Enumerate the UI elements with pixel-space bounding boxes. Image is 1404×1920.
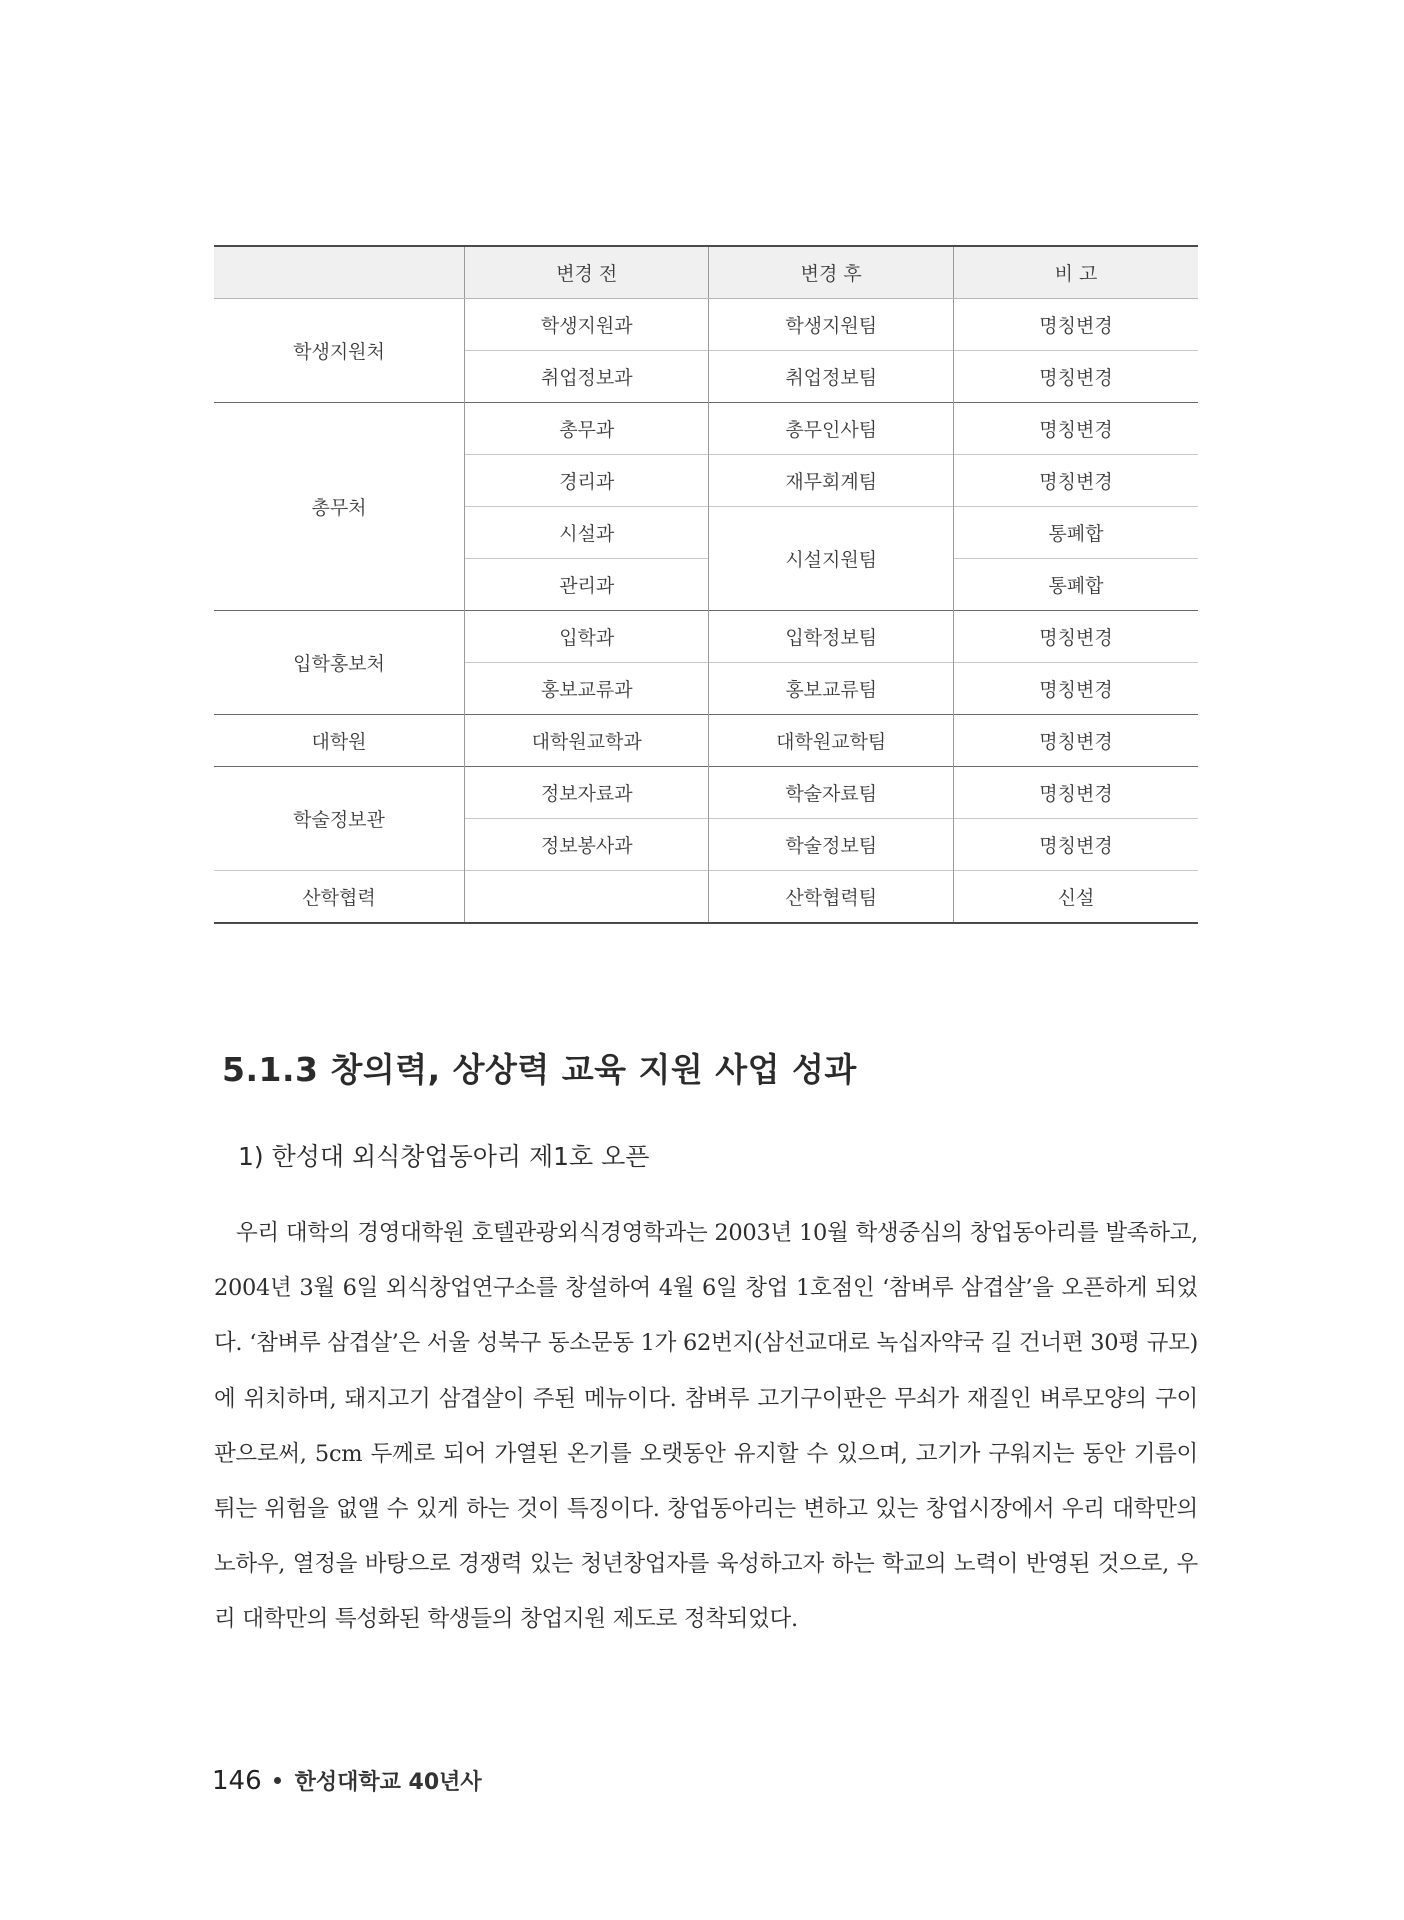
- group-name: 산학협력: [214, 871, 465, 924]
- cell-before: 관리과: [465, 559, 709, 611]
- cell-after: 대학원교학팀: [709, 715, 953, 767]
- cell-note: 통폐합: [953, 559, 1198, 611]
- group-name: 학생지원처: [214, 299, 465, 403]
- body-paragraph: 우리 대학의 경영대학원 호텔관광외식경영학과는 2003년 10월 학생중심의 창업동아리를 발족하고, 2004년 3월 6일 외식창업연구소를 창설하여 4월 6일 창업 1호점인 ‘참벼루 삼겹살’을 오픈하게 되었다. ‘참벼루 삼겹살’은 서울 성북구 동소문동 1가 62번지(삼선교대로 녹십자약국 길 건너편 30평 규모)에 위치하며, 돼지고기 삼겹살이 주된 메뉴이다. 참벼루 고기구이판은 무쇠가 재질인 벼루모양의 구이판으로써, 5cm 두께로 되어 가열된 온기를 오랫동안 유지할 수 있으며, 고기가 구워지는 동안 기름이 튀는 위험을 없앨 수 있게 하는 것이 특징이다. 창업동아리는 변하고 있는 창업시장에서 우리 대학만의 노하우, 열정을 바탕으로 경쟁력 있는 청년창업자를 육성하고자 하는 학교의 노력이 반영된 것으로, 우리 대학만의 특성화된 학생들의 창업지원 제도로 정착되었다.: [214, 1220, 1198, 1633]
- cell-before: 홍보교류과: [465, 663, 709, 715]
- cell-before: 총무과: [465, 403, 709, 455]
- cell-before: 시설과: [465, 507, 709, 559]
- table-row: [214, 767, 1198, 819]
- header-before: 변경 전: [465, 246, 709, 299]
- header-department: [214, 246, 465, 299]
- cell-after: 재무회계팀: [709, 455, 953, 507]
- cell-after: 학술자료팀: [709, 767, 953, 819]
- cell-note: 명칭변경: [953, 715, 1198, 767]
- table-row: [214, 871, 1198, 924]
- cell-note: 명칭변경: [953, 663, 1198, 715]
- header-note: 비 고: [953, 246, 1198, 299]
- cell-after: 취업정보팀: [709, 351, 953, 403]
- table-row: [214, 403, 1198, 455]
- group-name: 총무처: [214, 403, 465, 611]
- cell-after: 학술정보팀: [709, 819, 953, 871]
- cell-before: 학생지원과: [465, 299, 709, 351]
- cell-note: 명칭변경: [953, 299, 1198, 351]
- cell-after: 총무인사팀: [709, 403, 953, 455]
- cell-note: 명칭변경: [953, 455, 1198, 507]
- cell-after: 학생지원팀: [709, 299, 953, 351]
- cell-before: 정보봉사과: [465, 819, 709, 871]
- cell-after-merged: 시설지원팀: [709, 507, 953, 611]
- cell-after: 입학정보팀: [709, 611, 953, 663]
- page-number: 146: [212, 1766, 262, 1796]
- table-row: [214, 299, 1198, 351]
- cell-after: 홍보교류팀: [709, 663, 953, 715]
- cell-after: 산학협력팀: [709, 871, 953, 924]
- cell-note: 명칭변경: [953, 611, 1198, 663]
- header-after: 변경 후: [709, 246, 953, 299]
- group-name: 대학원: [214, 715, 465, 767]
- book-title: 한성대학교 40년사: [294, 1770, 482, 1795]
- cell-before: 취업정보과: [465, 351, 709, 403]
- cell-before: 경리과: [465, 455, 709, 507]
- table-header-row: [214, 246, 1198, 299]
- cell-before: [465, 871, 709, 924]
- section-title: 5.1.3 창의력, 상상력 교육 지원 사업 성과: [222, 1050, 857, 1089]
- table-row: [214, 715, 1198, 767]
- subsection-title: 1) 한성대 외식창업동아리 제1호 오픈: [238, 1142, 650, 1171]
- cell-note: 명칭변경: [953, 351, 1198, 403]
- cell-note: 명칭변경: [953, 767, 1198, 819]
- cell-note: 신설: [953, 871, 1198, 924]
- cell-note: 명칭변경: [953, 403, 1198, 455]
- page-footer: [212, 1765, 482, 1796]
- cell-note: 통폐합: [953, 507, 1198, 559]
- organization-change-table: [214, 245, 1198, 924]
- cell-before: 입학과: [465, 611, 709, 663]
- group-name: 학술정보관: [214, 767, 465, 871]
- cell-before: 대학원교학과: [465, 715, 709, 767]
- table-row: [214, 611, 1198, 663]
- group-name: 입학홍보처: [214, 611, 465, 715]
- cell-note: 명칭변경: [953, 819, 1198, 871]
- cell-before: 정보자료과: [465, 767, 709, 819]
- bullet-dot-icon: [274, 1777, 281, 1784]
